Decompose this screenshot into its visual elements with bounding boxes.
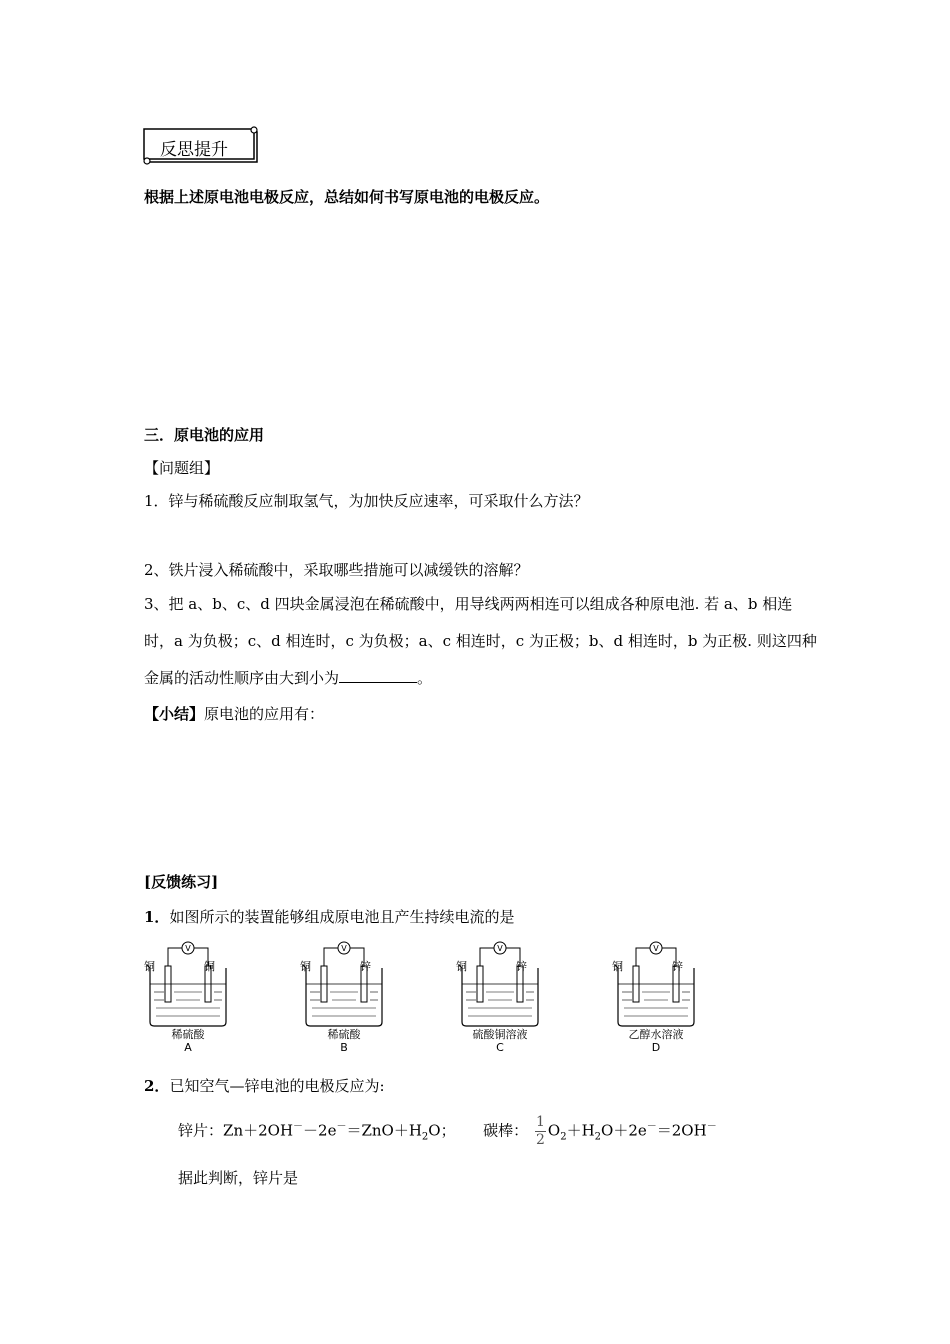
question-3-line-1: 3、把 a、b、c、d 四块金属浸泡在稀硫酸中，用导线两两相连可以组成各种原电池. 若 a、b 相连 [144, 595, 793, 613]
galvanic-cell-icon [612, 938, 712, 1030]
zinc-eq-sub: 2 [421, 1131, 429, 1143]
option-letter[interactable]: B [340, 1041, 348, 1054]
galvanic-cell-icon [456, 938, 556, 1030]
left-electrode-label: 铜 [300, 960, 311, 973]
feedback-heading: [反馈练习] [144, 873, 219, 891]
carbon-eq-sub1: 2 [560, 1131, 567, 1143]
section-heading: 三．原电池的应用 [144, 426, 265, 444]
voltmeter-label: V [497, 944, 503, 953]
zinc-eq-a: Zn＋2OH [223, 1121, 294, 1140]
right-electrode-label: 锌 [516, 960, 527, 973]
carbon-eq-sup1: － [646, 1121, 657, 1133]
left-electrode-label: 铜 [456, 960, 467, 973]
carbon-eq-d: ＝2OH [656, 1121, 707, 1140]
zinc-eq-d: O； [428, 1121, 456, 1140]
feedback-q1-text: 如图所示的装置能够组成原电池且产生持续电流的是 [169, 908, 515, 926]
option-letter[interactable]: A [184, 1041, 192, 1054]
feedback-question-2 [144, 1075, 385, 1096]
electrode-equations [178, 1114, 717, 1149]
carbon-eq-a: O [547, 1121, 561, 1140]
feedback-question-1 [144, 906, 514, 927]
carbon-eq-sub2: 2 [594, 1131, 602, 1143]
right-electrode-label: 铜 [204, 960, 215, 973]
carbon-eq-sup2: － [706, 1121, 717, 1133]
solution-label: 硫酸铜溶液 [472, 1028, 528, 1041]
question-1: 1．锌与稀硫酸反应制取氢气，为加快反应速率，可采取什么方法？ [144, 492, 589, 510]
reflection-prompt: 根据上述原电池电极反应，总结如何书写原电池的电极反应。 [144, 188, 550, 206]
left-electrode-label: 铜 [144, 960, 155, 973]
question-3-line-3-text: 金属的活动性顺序由大到小为 [144, 669, 340, 687]
answer-blank[interactable] [339, 667, 417, 683]
zinc-label: 锌片： [178, 1121, 224, 1140]
carbon-label: 碳棒： [483, 1121, 529, 1140]
left-electrode-label: 铜 [612, 960, 623, 973]
summary-text: 原电池的应用有： [204, 705, 325, 723]
carbon-eq-b: ＋H [566, 1121, 595, 1140]
summary-label: 【小结】 [144, 705, 205, 723]
apparatus-c [456, 938, 556, 1058]
feedback-q1-number: 1． [144, 908, 170, 926]
feedback-q2-number: 2． [144, 1077, 170, 1095]
fraction-denominator: 2 [535, 1132, 545, 1148]
carbon-eq-c: O＋2e [601, 1121, 647, 1140]
question-3-line-2: 时，a 为负极；c、d 相连时，c 为负极；a、c 相连时，c 为正极；b、d 相连时，b 为正极. 则这四种 [144, 632, 817, 650]
solution-label: 乙醇水溶液 [628, 1028, 684, 1041]
feedback-q2-text: 已知空气—锌电池的电极反应为: [169, 1077, 385, 1095]
solution-label: 稀硫酸 [327, 1028, 361, 1041]
voltmeter-label: V [341, 944, 347, 953]
question-group-label: 【问题组】 [144, 459, 220, 477]
judge-text: 据此判断，锌片是 [178, 1169, 299, 1187]
banner-title: 反思提升 [160, 140, 228, 160]
right-electrode-label: 锌 [672, 960, 683, 973]
zinc-eq-c: ＝ZnO＋H [346, 1121, 422, 1140]
apparatus-b [300, 938, 400, 1058]
zinc-eq-sup2: － [336, 1121, 347, 1133]
voltmeter-label: V [185, 944, 191, 953]
right-electrode-label: 锌 [360, 960, 371, 973]
galvanic-cell-icon [300, 938, 400, 1030]
option-letter[interactable]: D [651, 1041, 661, 1054]
fraction-numerator: 1 [535, 1114, 545, 1130]
zinc-eq-sup1: － [293, 1121, 304, 1133]
apparatus-d [612, 938, 712, 1058]
question-3-line-3 [144, 667, 432, 688]
solution-label: 稀硫酸 [171, 1028, 205, 1041]
galvanic-cell-icon [144, 938, 244, 1030]
option-letter[interactable]: C [496, 1041, 504, 1054]
question-2: 2、铁片浸入稀硫酸中，采取哪些措施可以减缓铁的溶解？ [144, 561, 529, 579]
summary-line [144, 703, 324, 724]
one-half-fraction [535, 1114, 546, 1149]
section-banner [143, 126, 263, 166]
apparatus-a [144, 938, 244, 1058]
question-3-period: 。 [417, 669, 433, 687]
voltmeter-label: V [653, 944, 659, 953]
zinc-eq-b: －2e [303, 1121, 337, 1140]
